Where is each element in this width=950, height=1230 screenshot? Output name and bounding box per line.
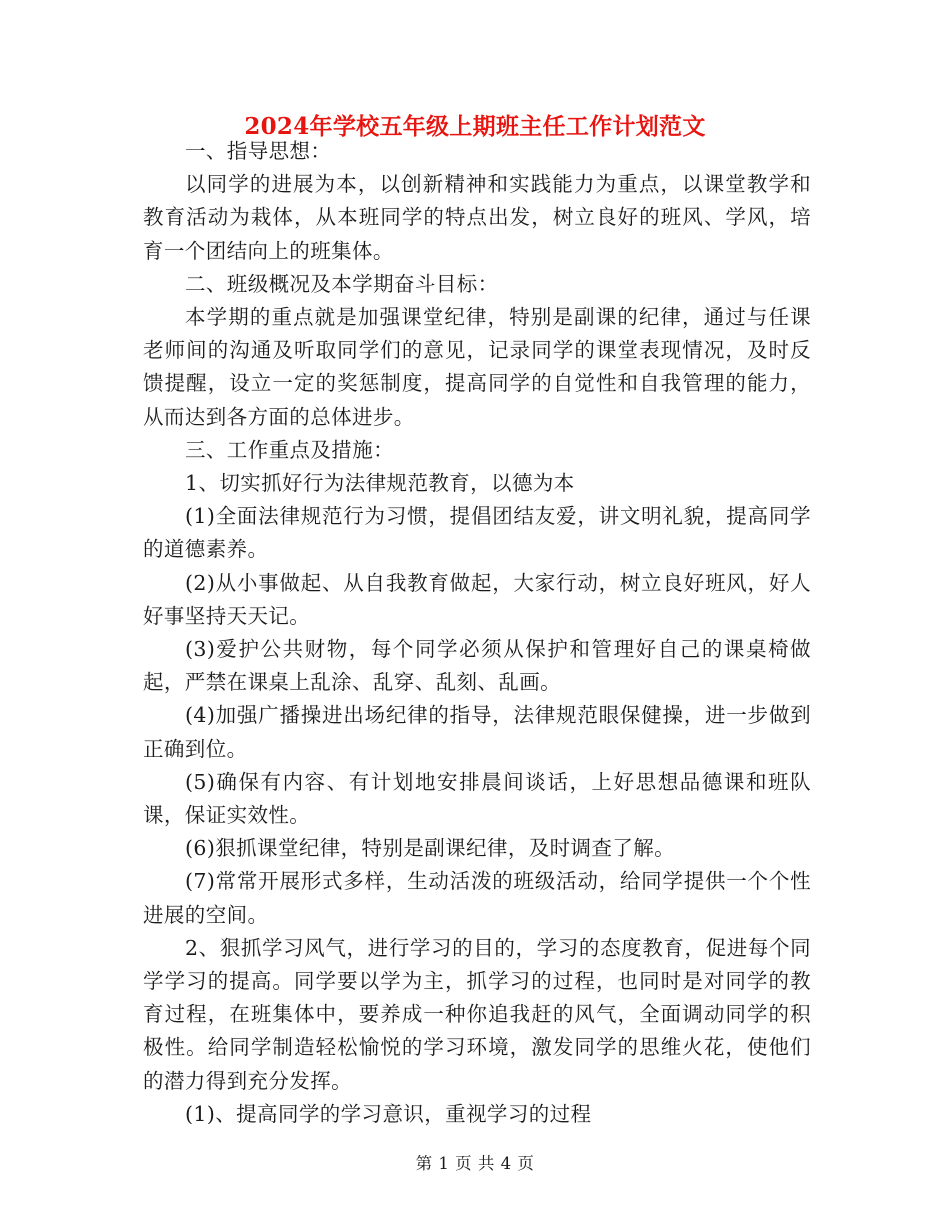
list-item: (7)常常开展形式多样，生动活泼的班级活动，给同学提供一个个性进展的空间。 (143, 869, 811, 927)
list-item: (3)爱护公共财物，每个同学必须从保护和管理好自己的课桌椅做起，严禁在课桌上乱涂、乱穿、乱刻、乱画。 (143, 637, 811, 695)
subheading-behavior-education: 1、切实抓好行为法律规范教育，以德为本 (185, 471, 575, 496)
list-item: (4)加强广播操进出场纪律的指导，法律规范眼保健操，进一步做到正确到位。 (143, 703, 811, 761)
section-heading-work-focus: 三、工作重点及措施： (185, 437, 394, 462)
page-number: 第 1 页 共 4 页 (415, 1154, 535, 1173)
document-title: 2024年学校五年级上期班主任工作计划范文 (244, 113, 706, 140)
list-item: (1)全面法律规范行为习惯，提倡团结友爱，讲文明礼貌，提高同学的道德素养。 (143, 504, 811, 562)
section-heading-guiding-thought: 一、指导思想： (185, 139, 332, 163)
paragraph: 本学期的重点就是加强课堂纪律，特别是副课的纪律，通过与任课老师间的沟通及听取同学们的意见，记录同学的课堂表现情况，及时反馈提醒，设立一定的奖惩制度，提高同学的自觉性和自我管理的能力，从而达到各方面的总体进步。 (143, 305, 811, 429)
paragraph: 以同学的进展为本，以创新精神和实践能力为重点，以课堂教学和教育活动为栽体，从本班同学的特点出发，树立良好的班风、学风，培育一个团结向上的班集体。 (143, 172, 811, 263)
document-body (143, 135, 811, 1131)
subheading-study-atmosphere: 2、狠抓学习风气，进行学习的目的，学习的态度教育，促进每个同学学习的提高。同学要以学为主，抓学习的过程，也同时是对同学的教育过程，在班集体中，要养成一种你追我赶的风气，全面调动同学的积极性。给同学制造轻松愉悦的学习环境，激发同学的思维火花，使他们的潜力得到充分发挥。 (143, 935, 811, 1093)
list-item: (6)狠抓课堂纪律，特别是副课纪律，及时调查了解。 (185, 836, 676, 861)
section-heading-class-overview: 二、班级概况及本学期奋斗目标： (185, 271, 499, 296)
list-item: (2)从小事做起、从自我教育做起，大家行动，树立良好班风，好人好事坚持天天记。 (143, 570, 811, 628)
page-footer (0, 1153, 950, 1175)
list-item: (5)确保有内容、有计划地安排晨间谈话，上好思想品德课和班队课，保证实效性。 (143, 769, 811, 828)
list-item: (1)、提高同学的学习意识，重视学习的过程 (185, 1101, 592, 1126)
